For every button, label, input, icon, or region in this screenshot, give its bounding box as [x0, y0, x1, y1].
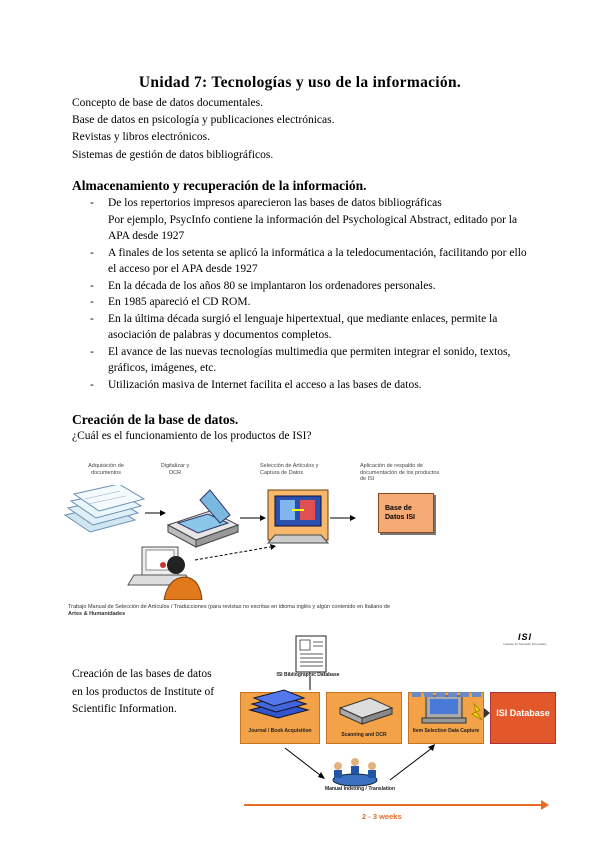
stage1-label: Journal / Book Acquisition: [248, 728, 312, 734]
footnote-line: Trabajo Manual de Selección de Artículos / Traducciones (para revistas no escritas en idioma inglés y algún contenido en Italiano de: [68, 604, 391, 610]
books-icon: [250, 690, 308, 718]
section-question: ¿Cuál es el funcionamiento de los productos de ISI?: [72, 430, 312, 442]
diagram2-caption: [72, 666, 214, 719]
caption-line: Scientific Information.: [72, 703, 177, 715]
isi-logo-text: ISI: [517, 632, 532, 642]
bullet-item: - En la década de los años 80 se implantaron los ordenadores personales.: [90, 278, 530, 295]
document-label: ISI Bibliographic Database: [276, 672, 340, 678]
document-stack-icon: [65, 485, 144, 532]
page-title: Unidad 7: Tecnologías y uso de la información.: [138, 74, 462, 91]
diagram1-caption-acquisition: Adquisición de documentos: [88, 463, 124, 476]
intro-line: Base de datos en psicología y publicaciones electrónicas.: [72, 114, 335, 127]
scanner-icon: [340, 698, 392, 724]
bullet-item: - El avance de las nuevas tecnologías multimedia que permiten integrar el sonido, textos, gráficos, imágenes, etc.: [90, 344, 530, 377]
diagram1-graphic: [60, 485, 380, 600]
bullet-subtext: Por ejemplo, PsycInfo contiene la información del Psychological Abstract, editado por la APA desde 1927: [108, 213, 518, 242]
bullet-item: - En la última década surgió el lenguaje hipertextual, que mediante enlaces, permite la asociación de palabras y documentos completos.: [90, 311, 530, 344]
intro-line: Concepto de base de datos documentales.: [72, 97, 263, 109]
footnote-line: Artes & Humanidades: [68, 611, 126, 617]
computer-icon: [422, 696, 466, 723]
bullet-list: [90, 195, 530, 393]
scanner-icon: [168, 490, 238, 547]
diagram1-footnote: [68, 604, 390, 618]
bullet-item: [90, 195, 530, 245]
bullet-item: - En 1985 apareció el CD ROM.: [90, 294, 530, 311]
section-heading-creation: Creación de la base de datos.: [72, 412, 239, 427]
diagram1-caption-selection: Selección de Artículos y Captura de Datos: [260, 463, 319, 476]
section-heading-storage: Almacenamiento y recuperación de la información.: [72, 178, 367, 193]
isi-database-box: Base de Datos ISI: [378, 493, 434, 533]
stage-isi-database: ISI Database: [490, 692, 556, 744]
team-icon: [333, 758, 377, 786]
manual-label: Manual Indexing / Translation: [324, 786, 395, 792]
intro-line: Sistemas de gestión de datos bibliográficos.: [72, 148, 274, 161]
computer-icon: [268, 490, 328, 543]
stage2-label: Scanning and OCR: [341, 732, 387, 738]
isi-logo-subtitle: Institute for Scientific Information: [503, 642, 547, 646]
bullet-item: - A finales de los setenta se aplicó la informática a la teledocumentación, facilitando por ello el acceso por el APA desde 1927: [90, 245, 530, 278]
diagram2-graphic: [240, 630, 560, 800]
caption-line: en los productos de Institute of: [72, 685, 215, 698]
stage3-label: Item Selection Data Capture: [412, 728, 480, 734]
intro-list: [72, 95, 335, 164]
timeline-label: 2 - 3 weeks: [362, 812, 402, 821]
timeline-line: [244, 804, 544, 806]
timeline-arrow-icon: [541, 800, 549, 810]
bullet-text: De los repertorios impresos aparecieron las bases de datos bibliográficas: [108, 197, 442, 209]
operator-icon: [128, 547, 202, 600]
caption-line: Creación de las bases de datos: [72, 668, 212, 680]
diagram1-caption-isi: Aplicación de respaldo de documentación de los productos de ISI: [360, 463, 440, 482]
bullet-item: - Utilización masiva de Internet facilita el acceso a las bases de datos.: [90, 377, 530, 394]
intro-line: Revistas y libros electrónicos.: [72, 131, 210, 144]
diagram1-caption-scan: Digitalizar y OCR: [160, 463, 190, 476]
